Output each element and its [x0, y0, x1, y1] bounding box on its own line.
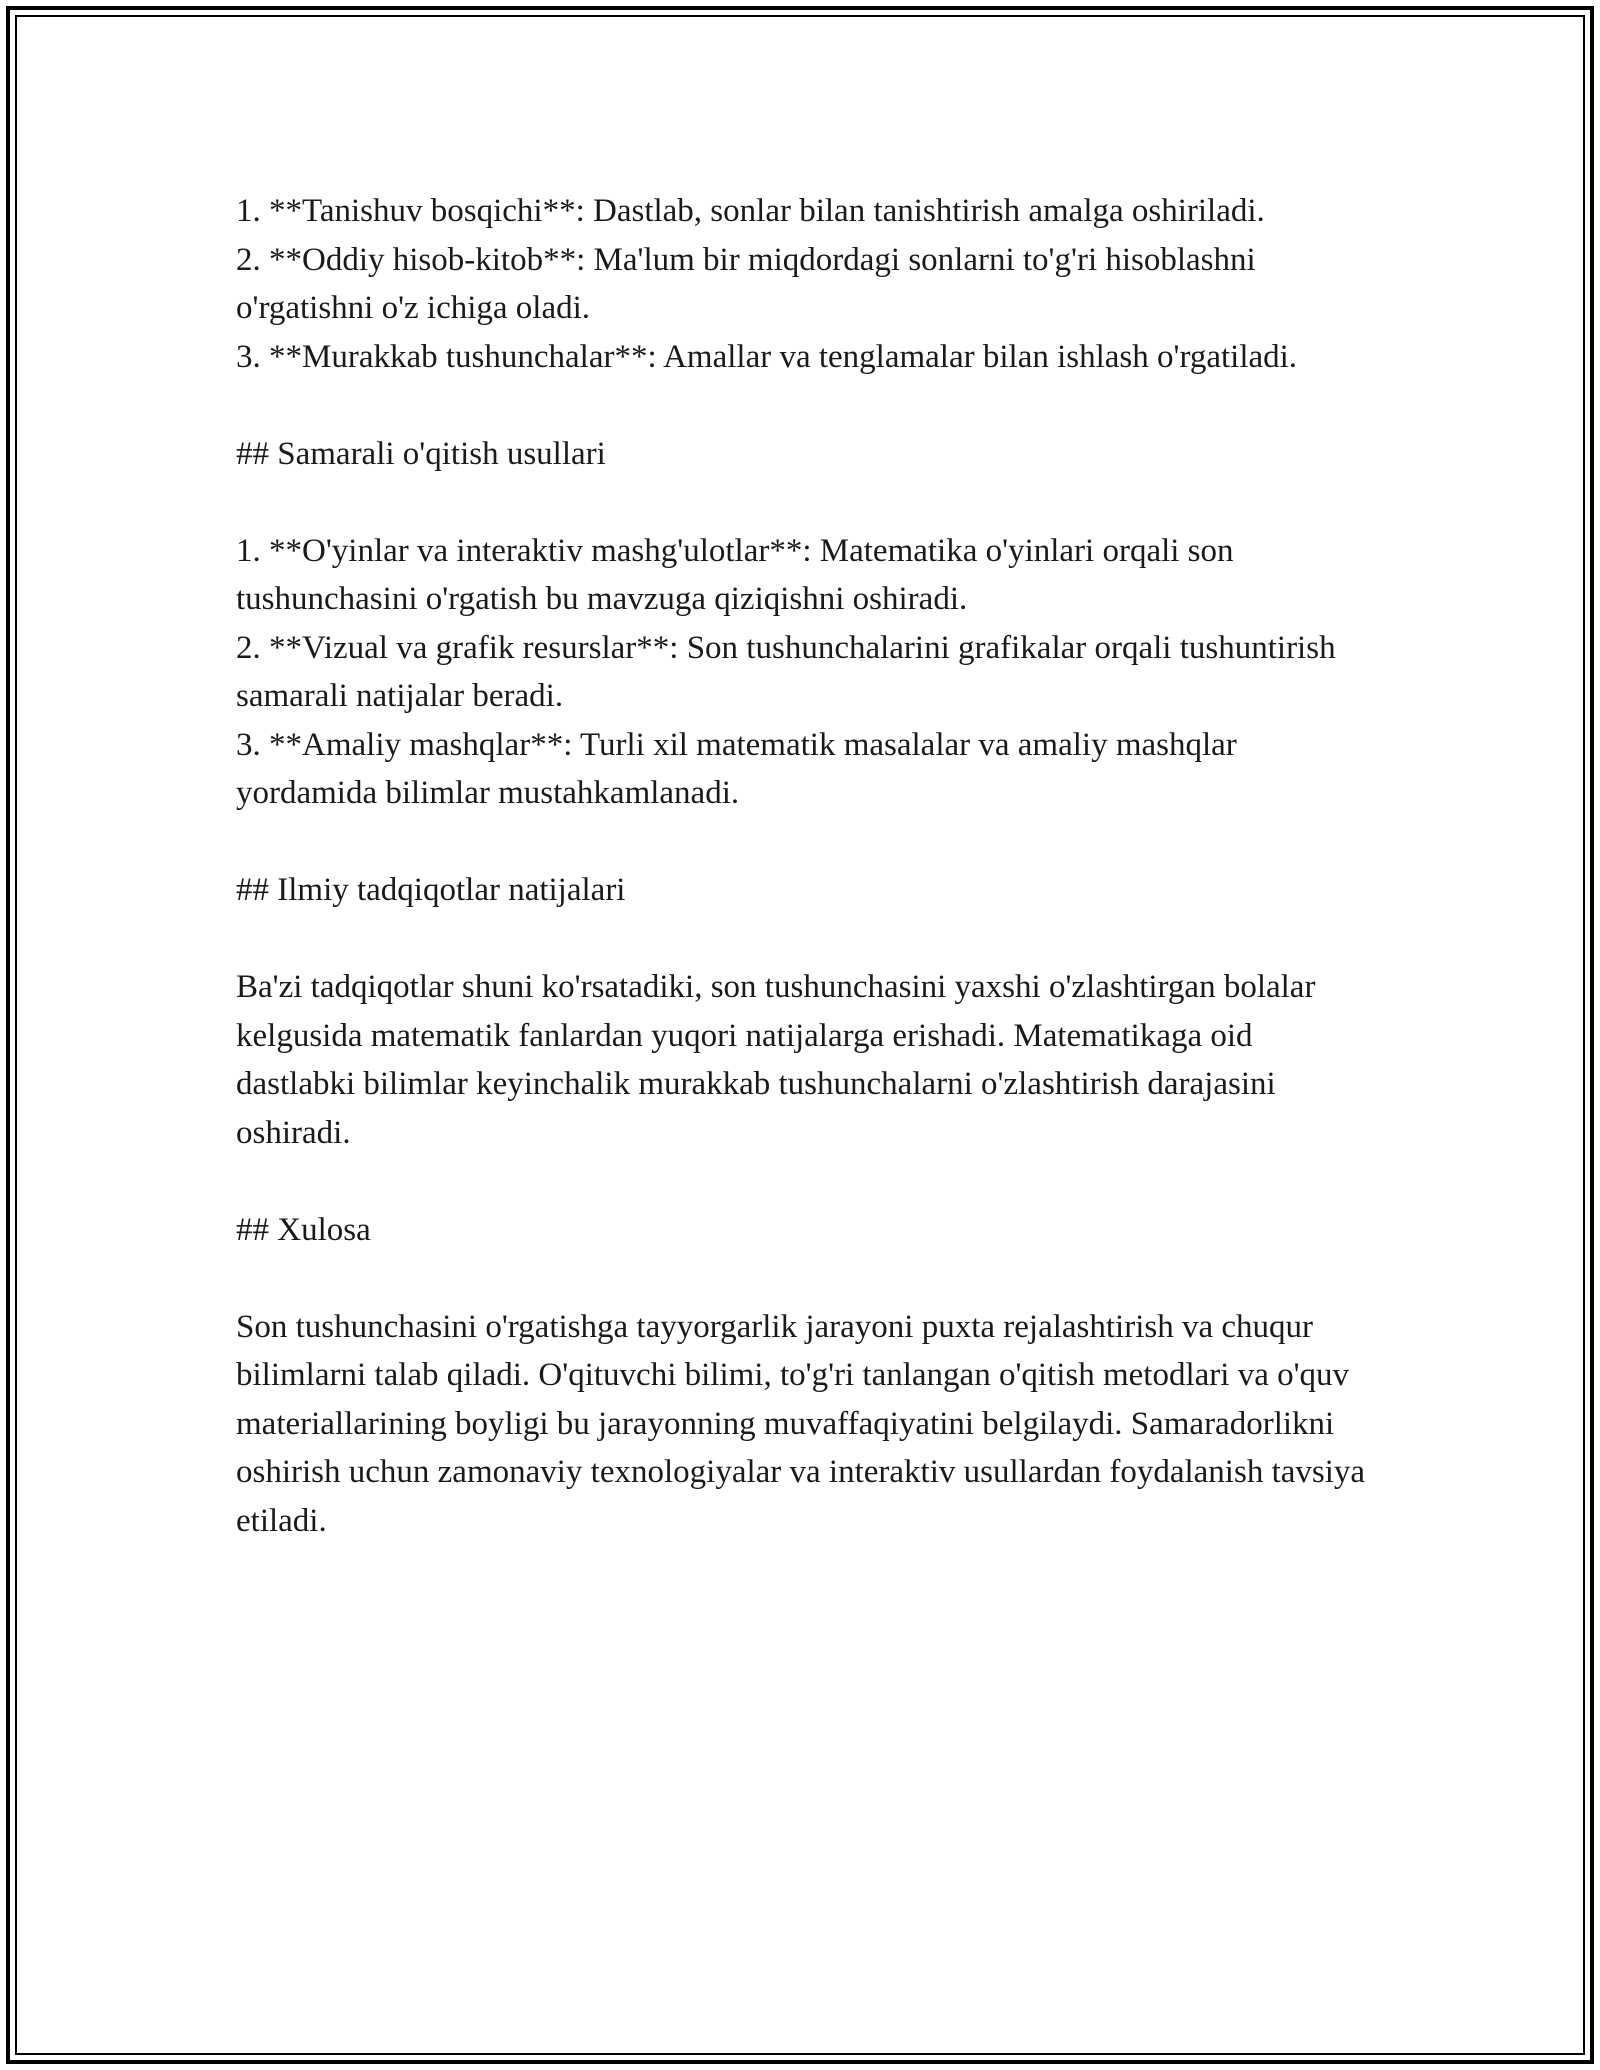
- list-item: 1. **Tanishuv bosqichi**: Dastlab, sonlar bilan tanishtirish amalga oshiriladi.: [236, 193, 1265, 229]
- list-item: 3. **Murakkab tushunchalar**: Amallar va tenglamalar bilan ishlash o'rgatiladi.: [236, 338, 1298, 375]
- list-item: 1. **O'yinlar va interaktiv mashg'ulotlar**: Matematika o'yinlari orqali son tushunchasini o'rgatish bu mavzuga qiziqishni oshiradi.: [236, 532, 1234, 617]
- spacer: [236, 1254, 1376, 1303]
- spacer: [236, 915, 1376, 964]
- spacer: [236, 1157, 1376, 1206]
- conclusion-paragraph: Son tushunchasini o'rgatishga tayyorgarlik jarayoni puxta rejalashtirish va chuqur bilimlarni talab qiladi. O'qituvchi bilimi, to'g'ri tanlangan o'qitish metodlari va o'quv materiallarining boyligi bu jarayonning muvaffaqiyatini belgilaydi. Samaradorlikni oshirish uchun zamonaviy texnologiyalar va interaktiv usullardan foydalanish tavsiya etiladi.: [236, 1308, 1366, 1539]
- spacer: [236, 818, 1376, 867]
- list-item: 2. **Oddiy hisob-kitob**: Ma'lum bir miqdordagi sonlarni to'g'ri hisoblashni o'rgatishni o'z ichiga oladi.: [236, 241, 1256, 326]
- list-item: 2. **Vizual va grafik resurslar**: Son tushunchalarini grafikalar orqali tushuntirish samarali natijalar beradi.: [236, 629, 1336, 714]
- spacer: [236, 381, 1376, 430]
- section-heading-research: ## Ilmiy tadqiqotlar natijalari: [236, 872, 626, 908]
- section-heading-conclusion: ## Xulosa: [236, 1211, 371, 1248]
- section-heading-methods: ## Samarali o'qitish usullari: [236, 435, 606, 472]
- document-body: [236, 187, 1376, 1545]
- list-item: 3. **Amaliy mashqlar**: Turli xil matematik masalalar va amaliy mashqlar yordamida bilimlar mustahkamlanadi.: [236, 726, 1237, 811]
- spacer: [236, 478, 1376, 527]
- research-paragraph: Ba'zi tadqiqotlar shuni ko'rsatadiki, son tushunchasini yaxshi o'zlashtirgan bolalar kelgusida matematik fanlardan yuqori natijalarga erishadi. Matematikaga oid dastlabki bilimlar keyinchalik murakkab tushunchalarni o'zlashtirish darajasini oshiradi.: [236, 969, 1316, 1151]
